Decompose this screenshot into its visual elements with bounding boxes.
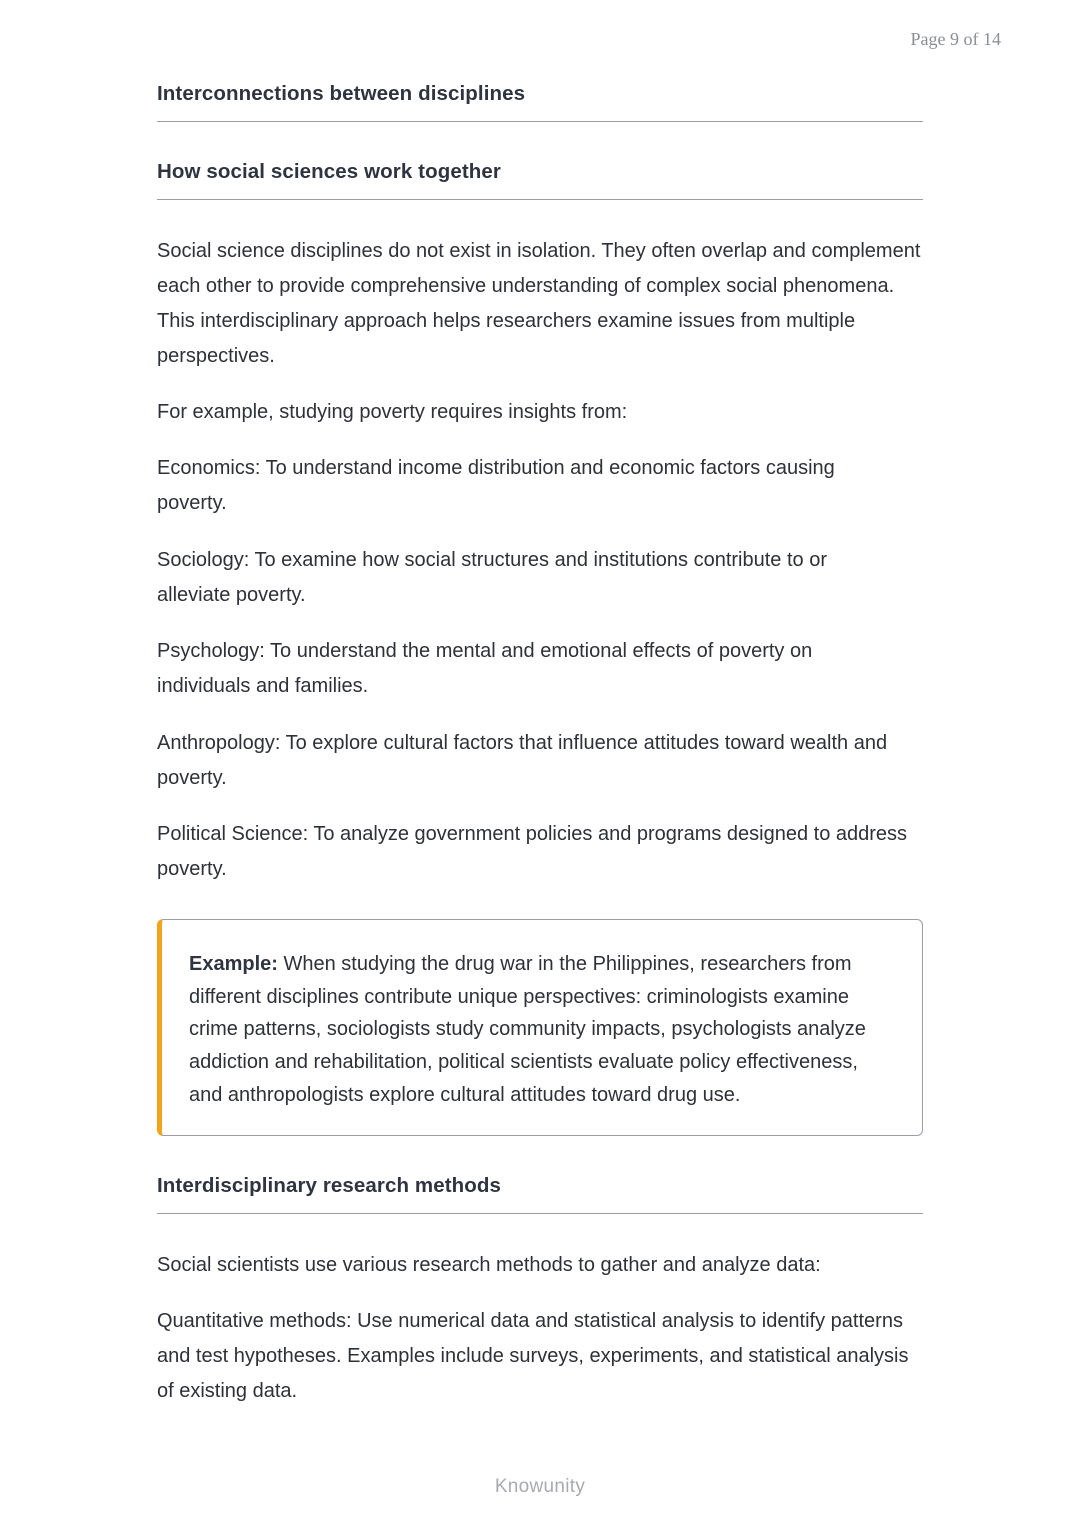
example-callout-text xyxy=(189,948,894,1112)
anthropology-item: Anthropology: To explore cultural factors that influence attitudes toward wealth and poverty. xyxy=(157,732,888,789)
psychology-item: Psychology: To understand the mental and emotional effects of poverty on individuals and families. xyxy=(157,640,813,697)
sociology-item: Sociology: To examine how social structures and institutions contribute to or alleviate poverty. xyxy=(157,549,827,606)
example-callout-box xyxy=(157,919,923,1136)
example-lead-paragraph: For example, studying poverty requires insights from: xyxy=(157,401,628,423)
example-callout-label: Example: xyxy=(189,953,278,975)
subsection-title-divider xyxy=(157,199,923,200)
quantitative-methods-paragraph: Quantitative methods: Use numerical data and statistical analysis to identify patterns and test hypotheses. Examples include surveys, experiments, and statistical analysis of existing data. xyxy=(157,1310,909,1402)
section-title: Interconnections between disciplines xyxy=(157,82,526,105)
subsection-title-methods: Interdisciplinary research methods xyxy=(157,1174,502,1197)
political-science-item: Political Science: To analyze government policies and programs designed to address poverty. xyxy=(157,823,908,880)
example-callout-body: When studying the drug war in the Philippines, researchers from different disciplines contribute unique perspectives: criminologists examine crime patterns, sociologists study community impacts, psychologists analyze addiction and rehabilitation, political scientists evaluate policy effectiveness, and anthropologists explore cultural attitudes toward drug use. xyxy=(189,953,866,1106)
methods-intro-paragraph: Social scientists use various research methods to gather and analyze data: xyxy=(157,1254,821,1276)
subsection-title: How social sciences work together xyxy=(157,160,501,183)
section-title-divider xyxy=(157,121,923,122)
intro-paragraph: Social science disciplines do not exist in isolation. They often overlap and complement each other to provide comprehensive understanding of complex social phenomena. This interdisciplinary approach helps researchers examine issues from multiple perspectives. xyxy=(157,240,921,367)
page-number: Page 9 of 14 xyxy=(910,29,1001,49)
footer-brand: Knowunity xyxy=(494,1476,586,1497)
subsection-title-methods-divider xyxy=(157,1213,923,1214)
economics-item: Economics: To understand income distribution and economic factors causing poverty. xyxy=(157,457,835,514)
